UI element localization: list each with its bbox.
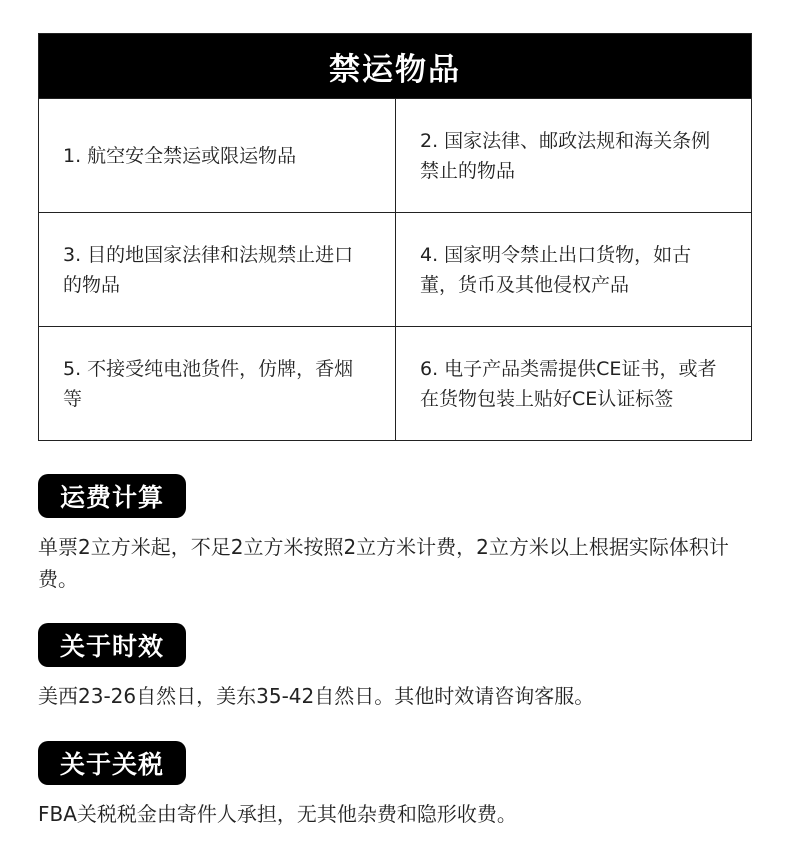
table-title: 禁运物品 <box>39 34 751 98</box>
tax-text: FBA关税税金由寄件人承担，无其他杂费和隐形收费。 <box>38 802 517 826</box>
tax-label: 关于关税 <box>38 741 186 785</box>
table-cell: 1. 航空安全禁运或限运物品 <box>63 144 297 167</box>
table-row <box>39 326 751 440</box>
table-cell: 6. 电子产品类需提供CE证书，或者在货物包装上贴好CE认证标签 <box>395 327 751 440</box>
table-cell: 3. 目的地国家法律和法规禁止进口的物品 <box>63 243 354 296</box>
timeliness-label: 关于时效 <box>38 623 186 667</box>
timeliness-text: 美西23-26自然日，美东35-42自然日。其他时效请咨询客服。 <box>38 684 595 708</box>
shipping-fee-text: 单票2立方米起，不足2立方米按照2立方米计费，2立方米以上根据实际体积计费。 <box>38 535 729 591</box>
table-cell: 5. 不接受纯电池货件，仿牌，香烟等 <box>63 357 354 410</box>
table-row <box>39 98 751 212</box>
shipping-fee-label: 运费计算 <box>38 474 186 518</box>
table-cell: 2. 国家法律、邮政法规和海关条例禁止的物品 <box>395 99 751 212</box>
table-cell: 4. 国家明令禁止出口货物，如古董，货币及其他侵权产品 <box>395 213 751 326</box>
table-row <box>39 212 751 326</box>
restricted-items-table <box>38 33 752 441</box>
